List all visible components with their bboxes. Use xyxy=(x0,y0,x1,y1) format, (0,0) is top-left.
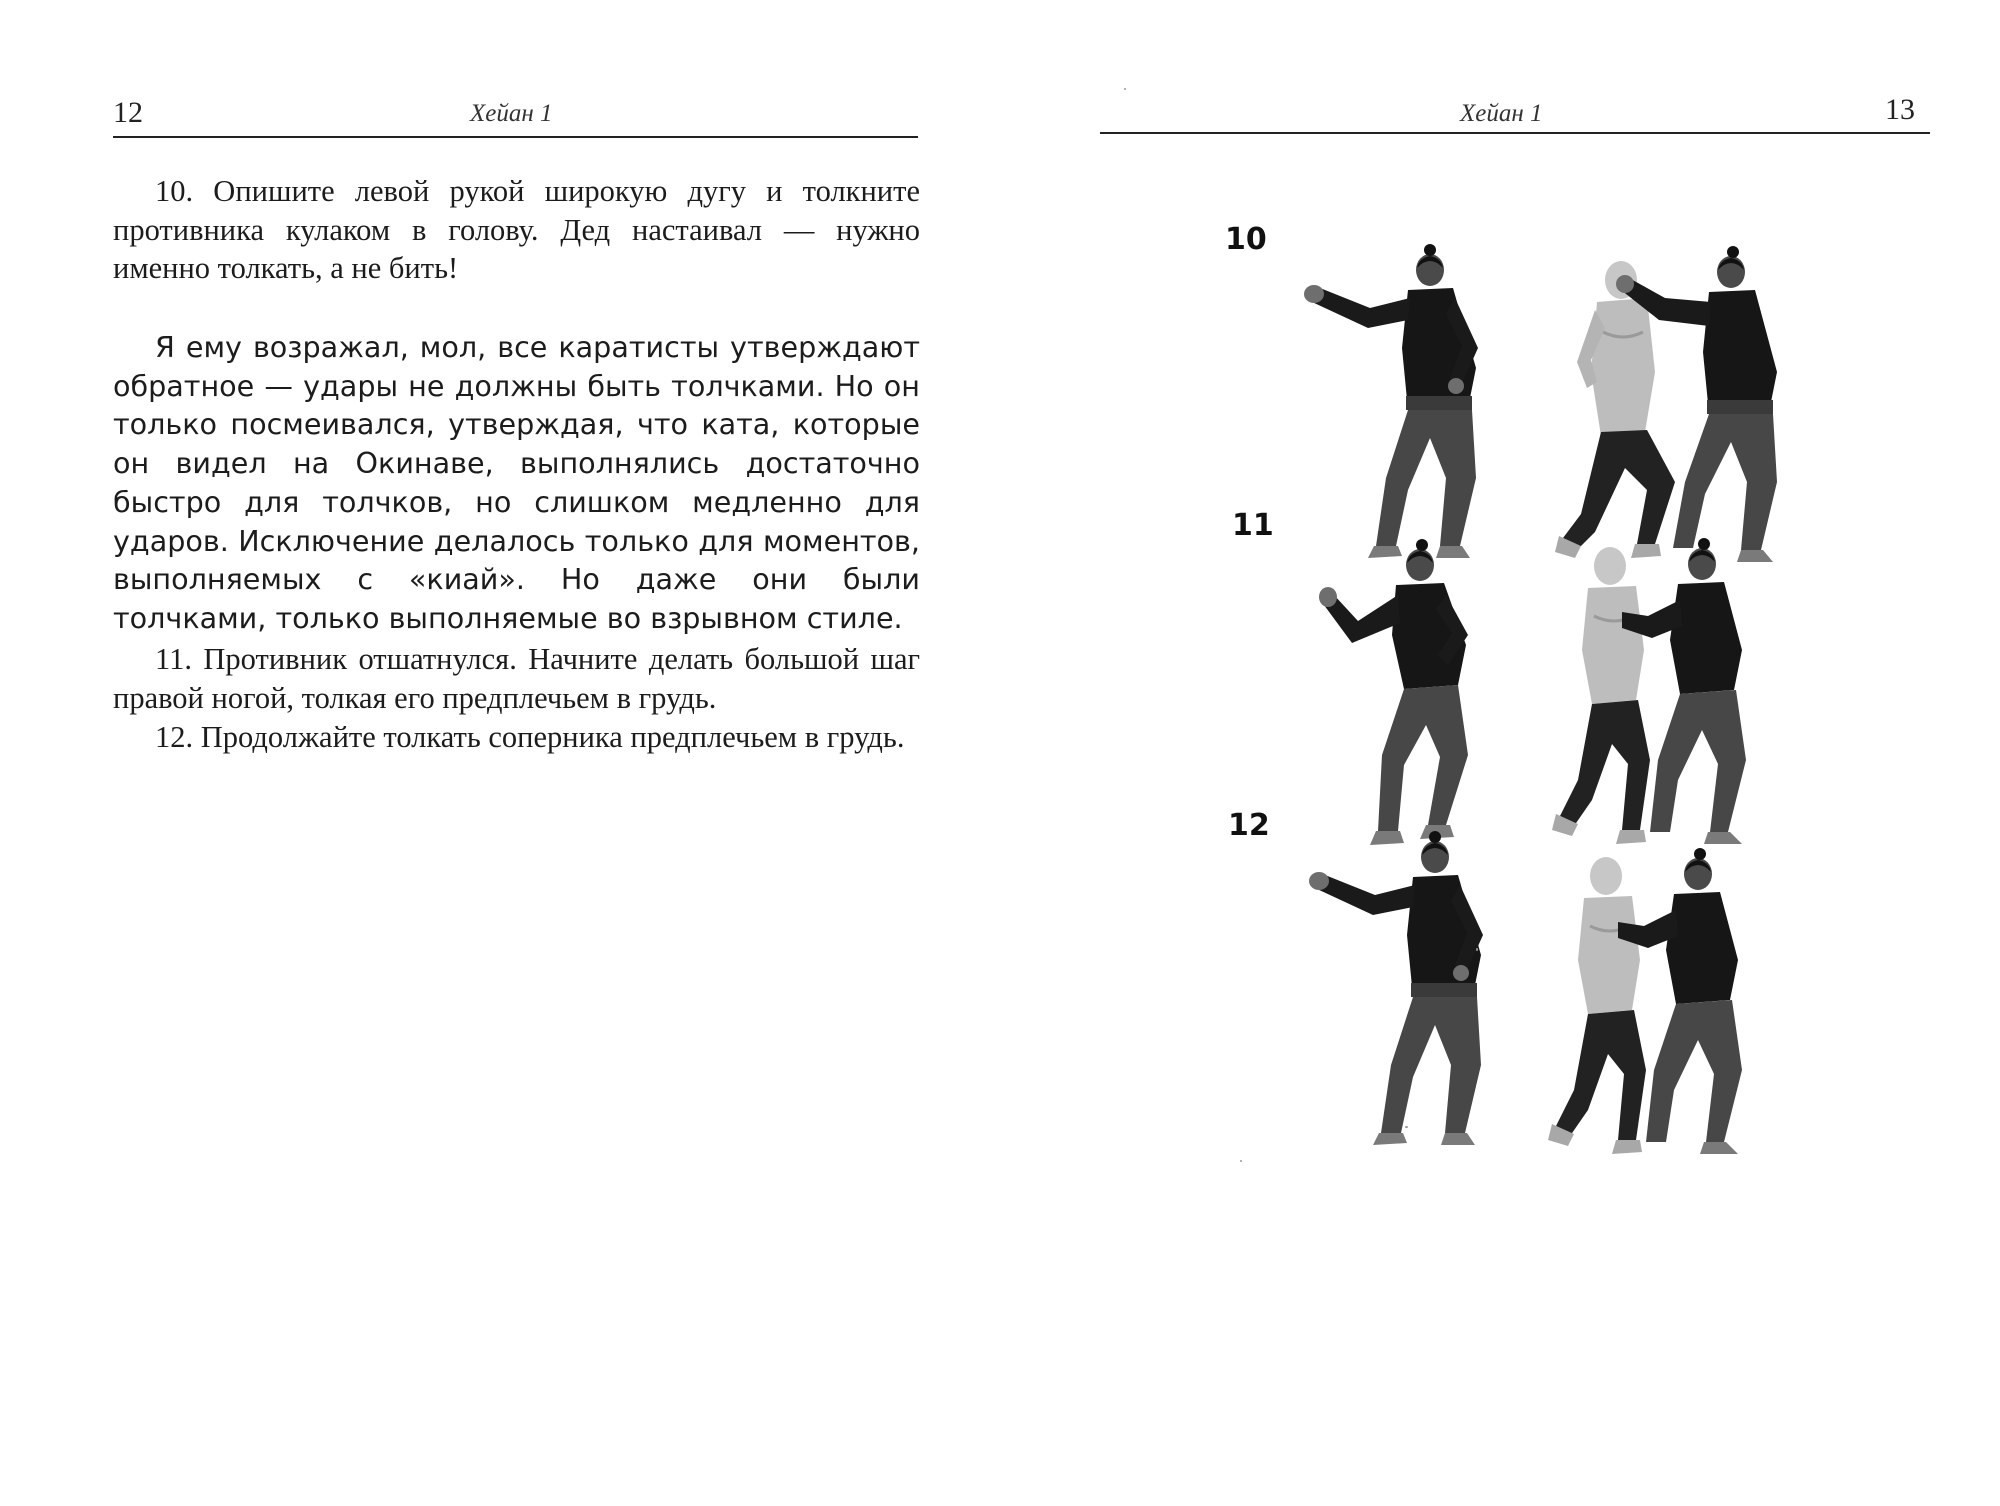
scan-speck xyxy=(1405,1126,1408,1128)
step-12-paragraph: 12. Продолжайте толкать соперника предплечьем в грудь. xyxy=(155,720,905,754)
step-11-paragraph: 11. Противник отшатнулся. Начните делать большой шаг правой ногой, толкая его предплечьем в грудь. xyxy=(113,642,920,715)
step-10-paragraph: 10. Опишите левой рукой широкую дугу и толкните противника кулаком в голову. Дед настаивал — нужно именно толкать, а не бить! xyxy=(113,174,920,285)
running-head: Хейан 1 xyxy=(1460,100,1543,127)
scan-speck xyxy=(1476,948,1478,951)
right-page xyxy=(1000,0,2000,1506)
figure-label-12: 12 xyxy=(1228,808,1270,843)
figure-11-pair xyxy=(1552,520,1772,845)
figure-12-solo xyxy=(1295,815,1495,1145)
figure-12-pair xyxy=(1548,830,1768,1155)
running-head: Хейан 1 xyxy=(470,100,553,127)
page-number: 13 xyxy=(1885,93,1915,126)
page-number: 12 xyxy=(113,96,143,129)
figure-10-solo xyxy=(1290,228,1490,558)
left-page xyxy=(0,0,980,1506)
scan-speck xyxy=(1240,1160,1242,1162)
figure-label-10: 10 xyxy=(1225,222,1267,257)
figure-10-pair xyxy=(1555,232,1795,562)
commentary-paragraph: Я ему возражал, мол, все каратисты утверждают обратное — удары не должны быть толчками. Но он только посмеивался, утверждая, что ката, которые он видел на Окинаве, выполнялись достаточно быстро для толчков, но слишком медленно для ударов. Исключение делалось только для моментов, выполняемых с «киай». Но даже они были толчками, только выполняемые во взрывном стиле. xyxy=(113,330,920,635)
figure-label-11: 11 xyxy=(1232,508,1274,543)
scan-speck xyxy=(1124,88,1126,90)
figure-11-solo xyxy=(1308,525,1478,845)
header-rule xyxy=(113,136,918,138)
header-rule xyxy=(1100,132,1930,134)
